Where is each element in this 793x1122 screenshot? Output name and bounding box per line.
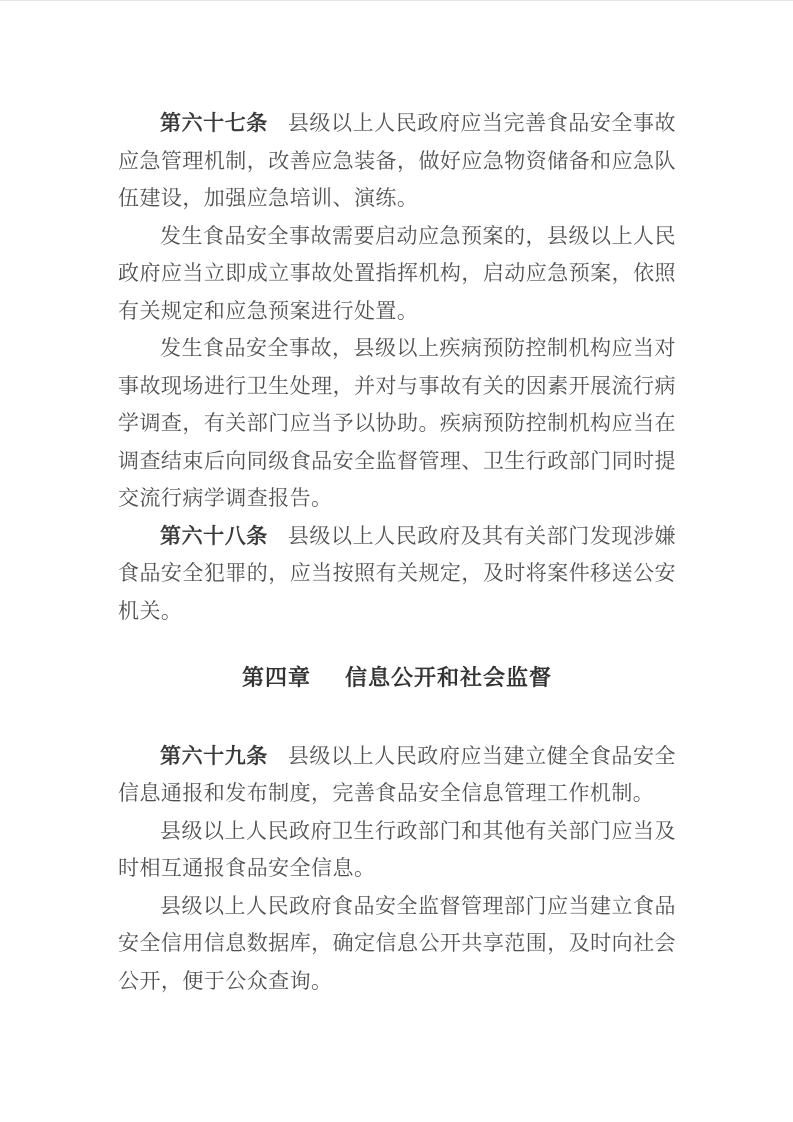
paragraph-text: 县级以上人民政府及其有关部门发现涉嫌食品安全犯罪的，应当按照有关规定，及时将案件移送公安机关。 [118,523,676,623]
article-paragraph [118,813,676,888]
article-paragraph [118,738,676,813]
paragraph-text: 发生食品安全事故，县级以上疾病预防控制机构应当对事故现场进行卫生处理，并对与事故有关的因素开展流行病学调查，有关部门应当予以协助。疾病预防控制机构应当在调查结束后向同级食品安全监督管理、卫生行政部门同时提交流行病学调查报告。 [118,336,676,510]
article-paragraph [118,105,676,218]
paragraph-text: 县级以上人民政府应当完善食品安全事故应急管理机制，改善应急装备，做好应急物资储备和应急队伍建设，加强应急培训、演练。 [118,111,676,210]
paragraph-text: 发生食品安全事故需要启动应急预案的，县级以上人民政府应当立即成立事故处置指挥机构，启动应急预案，依照有关规定和应急预案进行处置。 [118,223,676,323]
article-paragraph [118,888,676,1001]
paragraph-text: 县级以上人民政府卫生行政部门和其他有关部门应当及时相互通报食品安全信息。 [118,818,676,880]
article-paragraph [118,518,676,631]
paragraph-text: 县级以上人民政府应当建立健全食品安全信息通报和发布制度，完善食品安全信息管理工作机制。 [118,743,676,805]
article-number: 第六十九条 [160,743,268,768]
chapter-title: 信息公开和社会监督 [345,665,553,690]
article-paragraph [118,218,676,331]
document-body [118,105,676,1000]
article-paragraph [118,330,676,518]
chapter-number: 第四章 [241,665,311,690]
chapter-heading [118,659,676,697]
article-number: 第六十八条 [160,523,268,548]
article-number: 第六十七条 [160,111,268,135]
paragraph-text: 县级以上人民政府食品安全监督管理部门应当建立食品安全信用信息数据库，确定信息公开共享范围，及时向社会公开，便于公众查询。 [118,893,676,993]
